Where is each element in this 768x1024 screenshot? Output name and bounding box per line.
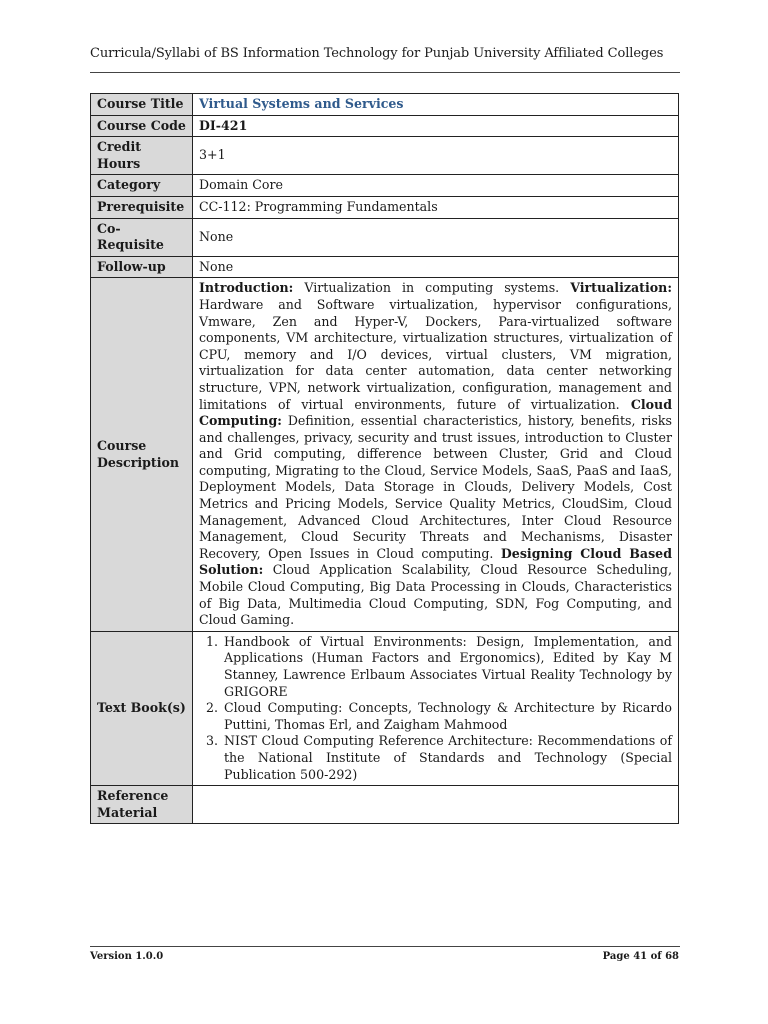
page-total: 68 [665,951,679,962]
page-prefix: Page [602,951,634,962]
course-code-value: DI-421 [193,115,679,137]
textbook-item: 1. Handbook of Virtual Environments: Design, Implementation, and Applications (Human Factors and Ergonomics), Edited by Kay M Stanney, Lawrence Erlbaum Associates Virtual Reality Technology by GRIGORE [222,634,672,700]
textbooks-list [199,634,672,783]
virtualization-heading: Virtualization: [570,280,672,296]
footer-divider [90,946,680,947]
intro-text: Virtualization in computing systems. [293,280,571,296]
footer-version: Version 1.0.0 [90,951,164,962]
row-course-title [91,94,679,116]
header-divider [90,72,680,73]
credit-hours-label: Credit Hours [91,137,193,175]
row-category [91,175,679,197]
textbooks-label: Text Book(s) [91,631,193,785]
designing-cloud-text: Cloud Application Scalability, Cloud Resource Scheduling, Mobile Cloud Computing, Big Data Processing in Clouds, Characteristics of Big Data, Multimedia Cloud Computing, SDN, Fog Computing, and Cloud Gaming. [199,562,672,628]
textbooks-cell [193,631,679,785]
textbook-item: 3. NIST Cloud Computing Reference Architecture: Recommendations of the National Institute of Standards and Technology (Special Publication 500-292) [222,733,672,783]
row-reference-material [91,786,679,824]
textbook-item: 2. Cloud Computing: Concepts, Technology & Architecture by Ricardo Puttini, Thomas Erl, and Zaigham Mahmood [222,700,672,733]
corequisite-label: Co-Requisite [91,218,193,256]
designing-cloud-heading: Designing Cloud Based Solution: [199,545,672,578]
course-code-label: Course Code [91,115,193,137]
row-credit-hours [91,137,679,175]
footer-page-number [603,951,679,962]
credit-hours-value: 3+1 [193,137,679,175]
intro-heading: Introduction: [199,280,294,296]
followup-value: None [193,256,679,278]
row-prerequisite [91,196,679,218]
row-course-code [91,115,679,137]
row-course-description [91,278,679,631]
page-of: of [647,951,666,962]
corequisite-value: None [193,218,679,256]
followup-label: Follow-up [91,256,193,278]
course-table [90,93,679,824]
course-title-value: Virtual Systems and Services [193,94,679,116]
prerequisite-value: CC-112: Programming Fundamentals [193,196,679,218]
row-textbooks [91,631,679,785]
course-description-text [193,278,679,631]
cloud-computing-heading: Cloud Computing: [199,396,672,429]
prerequisite-label: Prerequisite [91,196,193,218]
course-title-label: Course Title [91,94,193,116]
cloud-computing-text: Definition, essential characteristics, history, benefits, risks and challenges, privacy, security and trust issues, introduction to Cluster and Grid computing, difference between Cluster, Grid and Cloud computing, Migrating to the Cloud, Service Models, SaaS, PaaS and IaaS, Deployment Models, Data Storage in Clouds, Delivery Models, Cost Metrics and Pricing Models, Service Quality Metrics, CloudSim, Cloud Management, Advanced Cloud Architectures, Inter Cloud Resource Management, Cloud Security Threats and Mechanisms, Disaster Recovery, Open Issues in Cloud computing. [199,413,672,561]
row-followup [91,256,679,278]
reference-material-value [193,786,679,824]
reference-material-label: Reference Material [91,786,193,824]
row-corequisite [91,218,679,256]
page-current: 41 [633,951,648,962]
category-value: Domain Core [193,175,679,197]
virtualization-text: Hardware and Software virtualization, hypervisor configurations, Vmware, Zen and Hyper-V, Dockers, Para-virtualized software components, VM architecture, virtualization structures, virtualization of CPU, memory and I/O devices, virtual clusters, VM migration, virtualization for data center automation, data center networking structure, VPN, network virtualization, configuration, management and limitations of virtual environments, future of virtualization. [199,296,672,412]
course-description-label: Course Description [91,278,193,631]
page-header-title: Curricula/Syllabi of BS Information Technology for Punjab University Affiliated Colleges [90,46,664,61]
category-label: Category [91,175,193,197]
